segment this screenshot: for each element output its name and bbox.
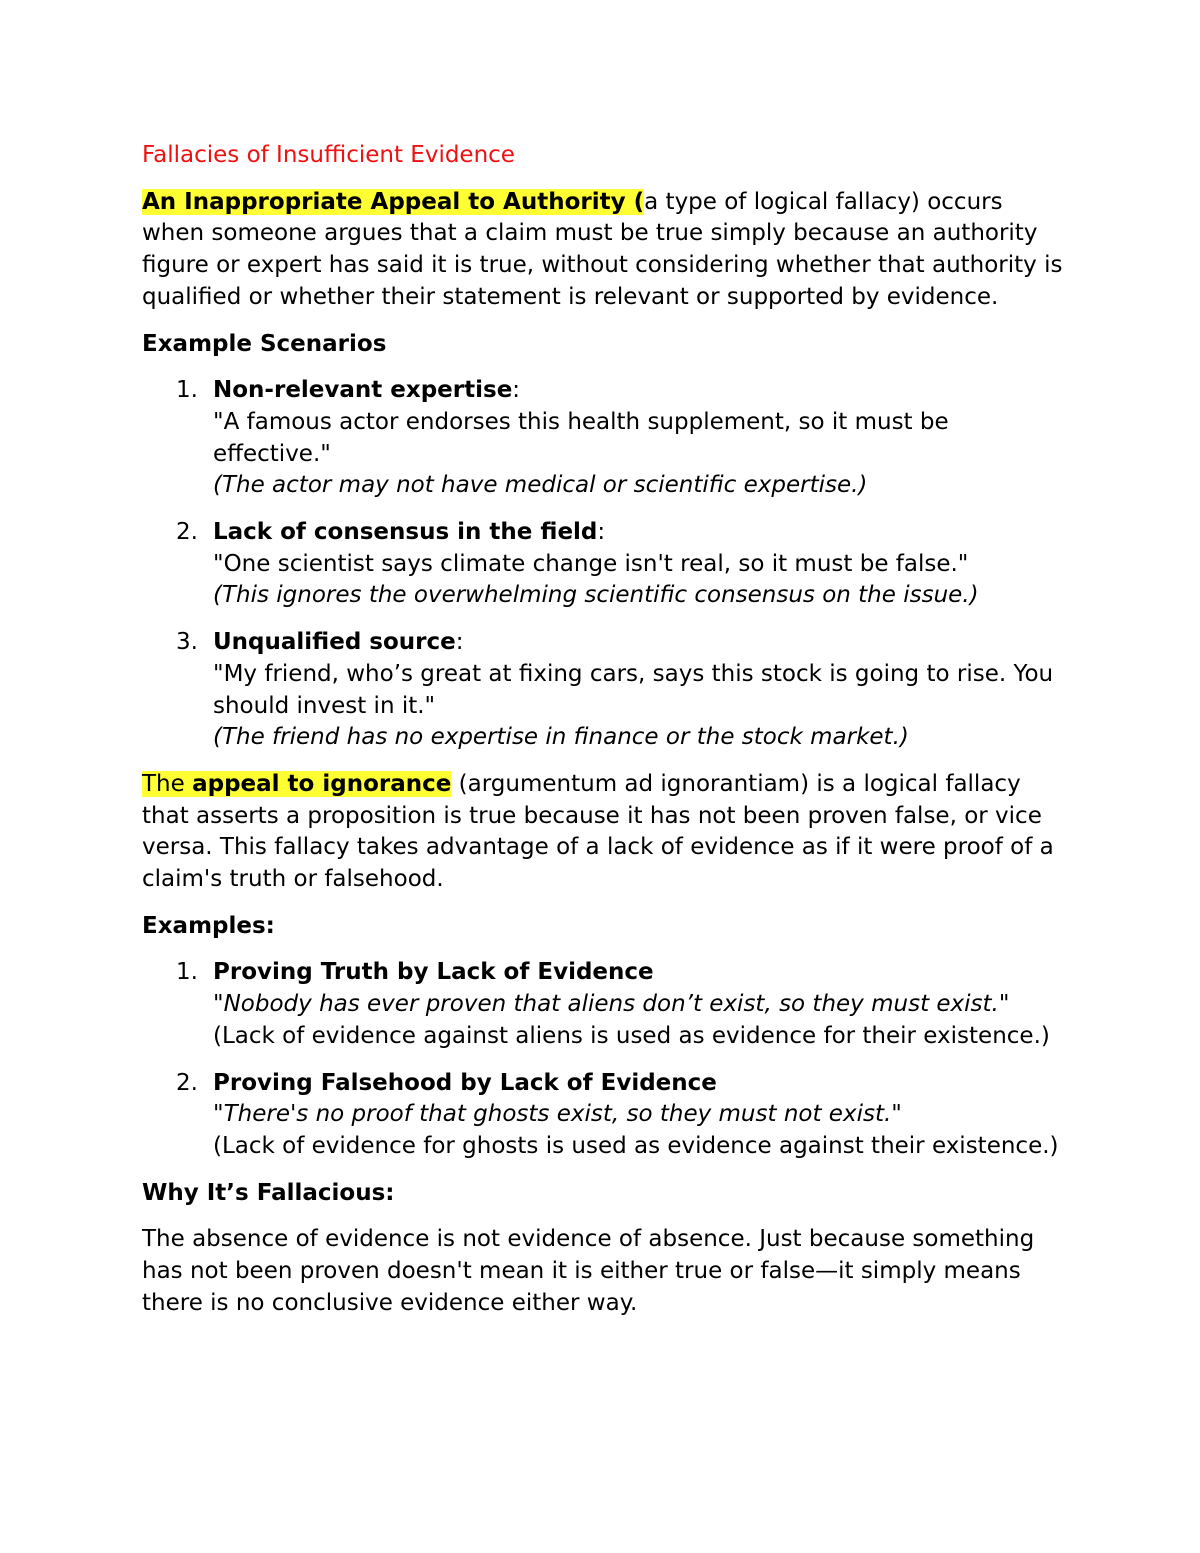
example-quote: There's no proof that ghosts exist, so they must not exist. bbox=[223, 1101, 892, 1128]
example-label: Unqualified source bbox=[213, 629, 456, 656]
list-item bbox=[142, 627, 1072, 754]
example-quote: Nobody has ever proven that aliens don’t exist, so they must exist. bbox=[223, 991, 999, 1018]
quote-close: " bbox=[998, 991, 1010, 1018]
example-note: (Lack of evidence against aliens is used as evidence for their existence.) bbox=[213, 1022, 1050, 1049]
list-number: 3. bbox=[176, 629, 198, 656]
why-heading: Why It’s Fallacious: bbox=[142, 1179, 395, 1206]
example-note: (The friend has no expertise in finance or the stock market.) bbox=[213, 724, 909, 751]
list-number: 1. bbox=[176, 959, 198, 986]
quote-open: " bbox=[213, 1101, 224, 1128]
example-label: Lack of consensus in the field bbox=[213, 519, 598, 546]
document-title: Fallacies of Insufficient Evidence bbox=[142, 142, 515, 168]
example-note: (Lack of evidence for ghosts is used as evidence against their existence.) bbox=[213, 1132, 1059, 1159]
example-label-line bbox=[213, 375, 1072, 407]
example-label: Proving Falsehood by Lack of Evidence bbox=[213, 1069, 717, 1096]
ignorance-examples-heading: Examples: bbox=[142, 912, 275, 939]
example-colon: : bbox=[512, 377, 521, 404]
list-number: 2. bbox=[176, 519, 198, 546]
example-colon: : bbox=[597, 519, 606, 546]
list-item bbox=[142, 375, 1072, 502]
example-label-line bbox=[213, 517, 1072, 549]
ignorance-lead: The bbox=[142, 770, 193, 797]
quote-open: " bbox=[213, 991, 224, 1018]
example-note: (The actor may not have medical or scientific expertise.) bbox=[213, 472, 868, 499]
document-page bbox=[142, 140, 1072, 1320]
ignorance-term: appeal to ignorance bbox=[192, 770, 452, 797]
list-item bbox=[142, 957, 1072, 1052]
example-quote-line bbox=[213, 989, 1072, 1021]
example-label-line bbox=[213, 627, 1072, 659]
example-quote-line bbox=[213, 1099, 1072, 1131]
quote-close: " bbox=[891, 1101, 902, 1128]
list-item bbox=[142, 1068, 1072, 1163]
authority-term: An Inappropriate Appeal to Authority ( bbox=[142, 188, 645, 215]
example-quote: "My friend, who’s great at fixing cars, says this stock is going to rise. You should invest in it." bbox=[213, 660, 1054, 719]
authority-examples-list bbox=[142, 375, 1072, 754]
authority-examples-heading: Example Scenarios bbox=[142, 330, 387, 357]
why-body: The absence of evidence is not evidence of absence. Just because something has not been proven doesn't mean it is either true or false—it simply means there is no conclusive evidence either way. bbox=[142, 1226, 1035, 1316]
list-item bbox=[142, 517, 1072, 612]
example-quote: "One scientist says climate change isn't real, so it must be false." bbox=[213, 550, 969, 577]
ignorance-body: (argumentum ad ignorantiam) is a logical fallacy that asserts a proposition is true because it has not been proven false, or vice versa. This fallacy takes advantage of a lack of evidence as if it were proof of a claim's truth or falsehood. bbox=[142, 770, 1054, 893]
example-label: Non-relevant expertise bbox=[213, 377, 513, 404]
example-quote: "A famous actor endorses this health supplement, so it must be effective." bbox=[213, 408, 949, 467]
authority-definition bbox=[142, 187, 1072, 314]
example-note: (This ignores the overwhelming scientific consensus on the issue.) bbox=[213, 582, 979, 609]
list-number: 1. bbox=[176, 377, 198, 404]
example-colon: : bbox=[455, 629, 464, 656]
example-label: Proving Truth by Lack of Evidence bbox=[213, 959, 654, 986]
ignorance-examples-list bbox=[142, 957, 1072, 1162]
authority-body: a type of logical fallacy) occurs when someone argues that a claim must be true simply because an authority figure or expert has said it is true, without considering whether that authority is qualified or whether their statement is relevant or supported by evidence. bbox=[142, 188, 1063, 310]
ignorance-definition bbox=[142, 769, 1072, 896]
list-number: 2. bbox=[176, 1069, 198, 1096]
